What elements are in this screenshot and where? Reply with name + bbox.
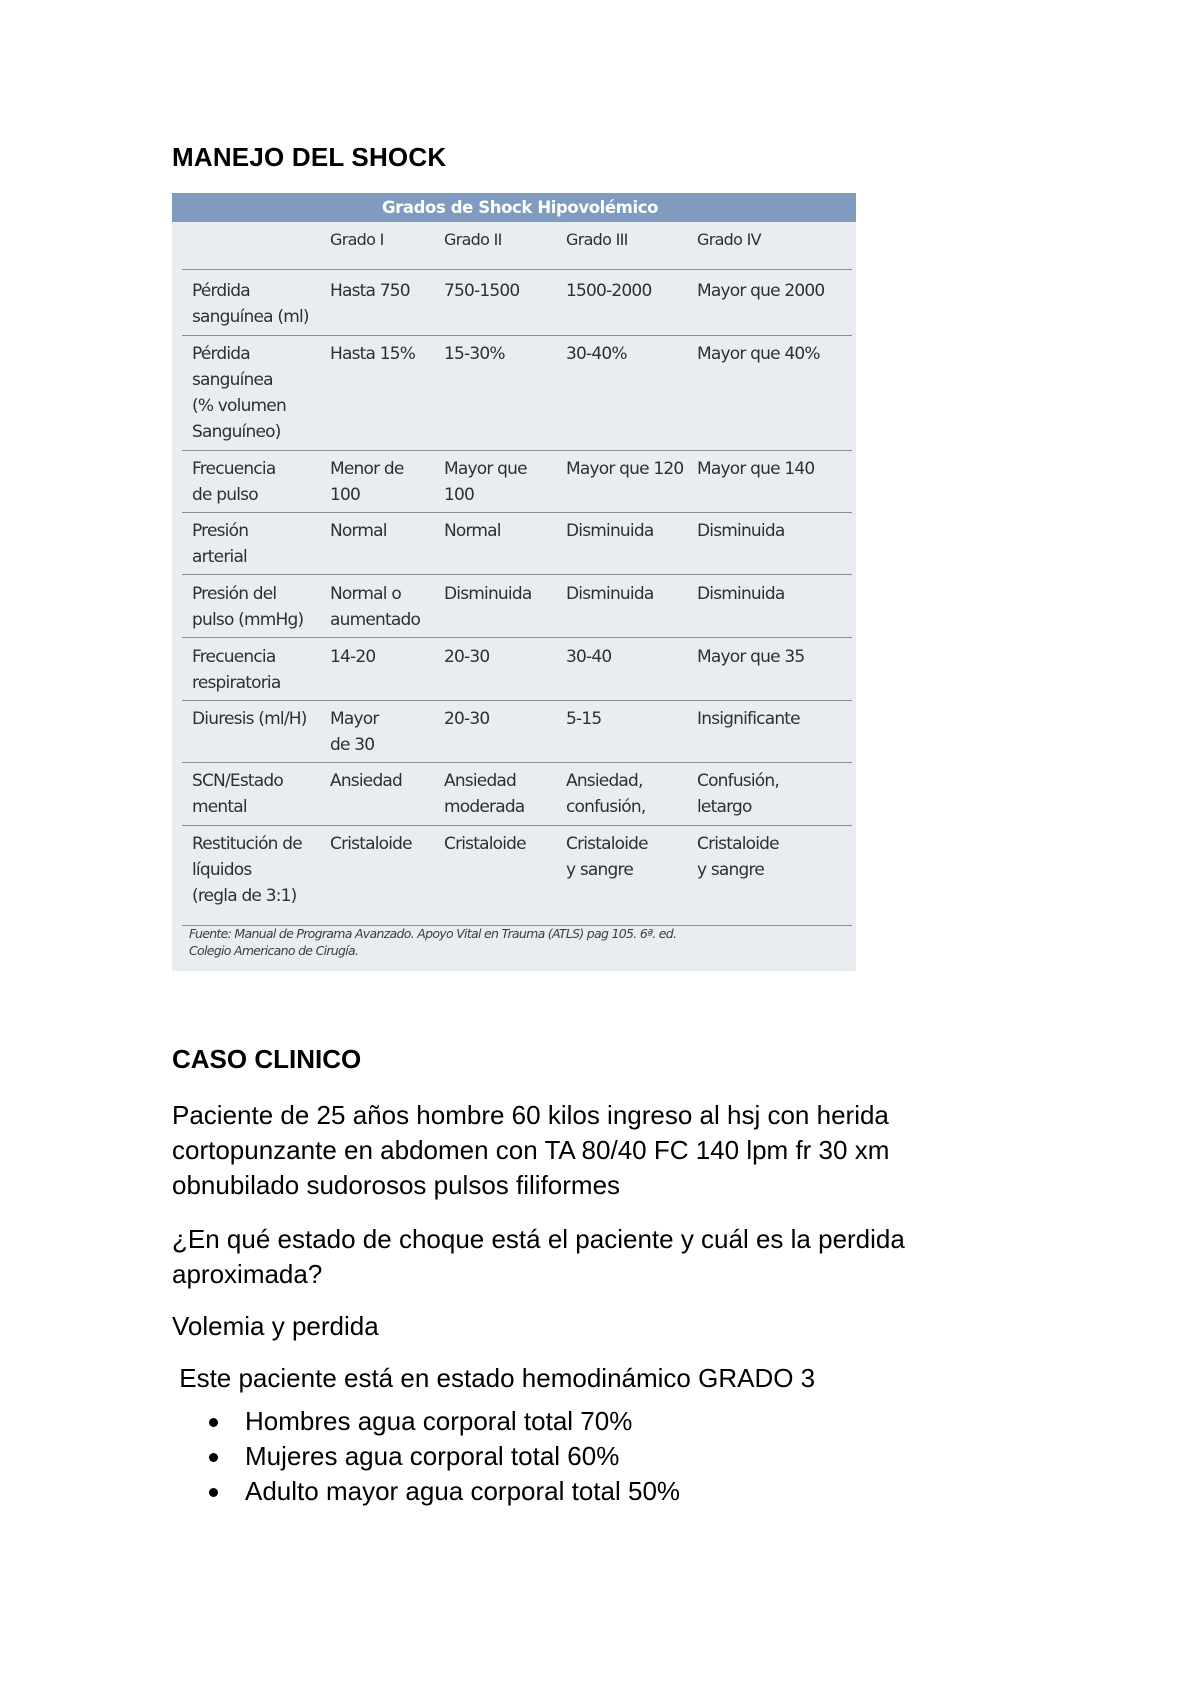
row-label: mental [192, 797, 247, 817]
case-description-line: Paciente de 25 años hombre 60 kilos ingreso al hsj con herida [172, 1100, 889, 1130]
table-cell: Normal o [330, 584, 401, 604]
row-divider [182, 512, 852, 513]
table-cell: Cristaloide [444, 834, 526, 854]
row-divider [182, 269, 852, 270]
table-cell: Cristaloide [566, 834, 648, 854]
case-subheading: Volemia y perdida [172, 1311, 379, 1341]
table-cell: Ansiedad, [566, 771, 643, 791]
table-cell: Menor de [330, 459, 404, 479]
table-cell: Ansiedad [444, 771, 517, 791]
case-question-line: aproximada? [172, 1259, 323, 1289]
row-label: sanguínea [192, 370, 273, 390]
column-header: Grado III [566, 230, 628, 249]
row-label: líquidos [192, 860, 252, 880]
table-cell: aumentado [330, 610, 421, 630]
row-label: SCN/Estado [192, 771, 283, 791]
table-cell: Confusión, [697, 771, 779, 791]
page-title: MANEJO DEL SHOCK [172, 142, 447, 172]
table-cell: Disminuida [566, 521, 654, 541]
bullet-list [205, 1404, 680, 1509]
row-label: Diuresis (ml/H) [192, 709, 307, 729]
list-item [205, 1404, 680, 1439]
table-cell: y sangre [697, 860, 764, 880]
table-cell: Ansiedad [330, 771, 403, 791]
table-source [189, 925, 676, 959]
row-label: Frecuencia [192, 647, 276, 667]
bullet-icon [209, 1488, 218, 1497]
table-cell: Hasta 750 [330, 281, 410, 301]
table-cell: Disminuida [444, 584, 532, 604]
case-description [172, 1098, 889, 1203]
table-cell: Mayor que 140 [697, 459, 815, 479]
table-cell: Hasta 15% [330, 344, 416, 364]
table-cell: 14-20 [330, 647, 376, 667]
row-label: Pérdida [192, 344, 250, 364]
list-item-text: Hombres agua corporal total 70% [245, 1406, 633, 1436]
table-cell: Insignificante [697, 709, 800, 729]
list-item [205, 1474, 680, 1509]
list-item [205, 1439, 680, 1474]
table-cell: moderada [444, 797, 525, 817]
row-divider [182, 825, 852, 826]
table-cell: 5-15 [566, 709, 602, 729]
row-label: de pulso [192, 485, 258, 505]
case-answer: Este paciente está en estado hemodinámico GRADO 3 [172, 1363, 816, 1393]
row-label: pulso (mmHg) [192, 610, 304, 630]
table-cell: 30-40 [566, 647, 612, 667]
row-divider [182, 335, 852, 336]
row-label: Frecuencia [192, 459, 276, 479]
table-cell: 1500-2000 [566, 281, 652, 301]
table-cell: confusión, [566, 797, 646, 817]
shock-grades-table [172, 193, 856, 971]
column-header: Grado IV [697, 230, 761, 249]
row-label: Pérdida [192, 281, 250, 301]
table-cell: Mayor que [444, 459, 527, 479]
table-source-line: Fuente: Manual de Programa Avanzado. Apoyo Vital en Trauma (ATLS) pag 105. 6ª. ed. [189, 926, 677, 941]
column-header: Grado II [444, 230, 502, 249]
table-cell: Disminuida [697, 521, 785, 541]
case-description-line: cortopunzante en abdomen con TA 80/40 FC 140 lpm fr 30 xm [172, 1135, 890, 1165]
table-cell: Cristaloide [697, 834, 779, 854]
table-cell: 15-30% [444, 344, 505, 364]
table-source-line: Colegio Americano de Cirugía. [189, 943, 359, 958]
table-cell: Normal [330, 521, 387, 541]
row-label: (% volumen [192, 396, 286, 416]
table-cell: Mayor que 120 [566, 459, 684, 479]
row-divider [182, 762, 852, 763]
case-description-line: obnubilado sudorosos pulsos filiformes [172, 1170, 621, 1200]
table-cell: y sangre [566, 860, 633, 880]
list-item-text: Adulto mayor agua corporal total 50% [245, 1476, 681, 1506]
row-divider [182, 637, 852, 638]
table-cell: Mayor que 40% [697, 344, 820, 364]
row-divider [182, 450, 852, 451]
column-header: Grado I [330, 230, 384, 249]
row-divider [182, 574, 852, 575]
table-banner-title: Grados de Shock Hipovolémico [382, 198, 659, 217]
list-item-text: Mujeres agua corporal total 60% [245, 1441, 620, 1471]
table-cell: de 30 [330, 735, 375, 755]
table-cell: 100 [444, 485, 475, 505]
row-label: sanguínea (ml) [192, 307, 309, 327]
case-question-line: ¿En qué estado de choque está el paciente y cuál es la perdida [172, 1224, 905, 1254]
row-label: Restitución de [192, 834, 302, 854]
bullet-icon [209, 1418, 218, 1427]
table-cell: 30-40% [566, 344, 627, 364]
bullet-icon [209, 1453, 218, 1462]
row-label: Presión [192, 521, 249, 541]
row-label: (regla de 3:1) [192, 886, 297, 906]
table-cell: Disminuida [566, 584, 654, 604]
table-cell: Disminuida [697, 584, 785, 604]
table-cell: Mayor que 2000 [697, 281, 825, 301]
table-cell: 20-30 [444, 647, 490, 667]
table-cell: Mayor [330, 709, 379, 729]
row-label: arterial [192, 547, 247, 567]
table-cell: 750-1500 [444, 281, 520, 301]
case-question [172, 1222, 905, 1292]
table-banner [172, 193, 856, 222]
table-cell: Mayor que 35 [697, 647, 805, 667]
row-label: Sanguíneo) [192, 422, 281, 442]
table-cell: Cristaloide [330, 834, 412, 854]
row-divider [182, 700, 852, 701]
row-label: respiratoria [192, 673, 281, 693]
table-cell: 20-30 [444, 709, 490, 729]
table-cell: 100 [330, 485, 361, 505]
row-label: Presión del [192, 584, 277, 604]
table-cell: Normal [444, 521, 501, 541]
table-cell: letargo [697, 797, 752, 817]
case-heading: CASO CLINICO [172, 1044, 362, 1074]
